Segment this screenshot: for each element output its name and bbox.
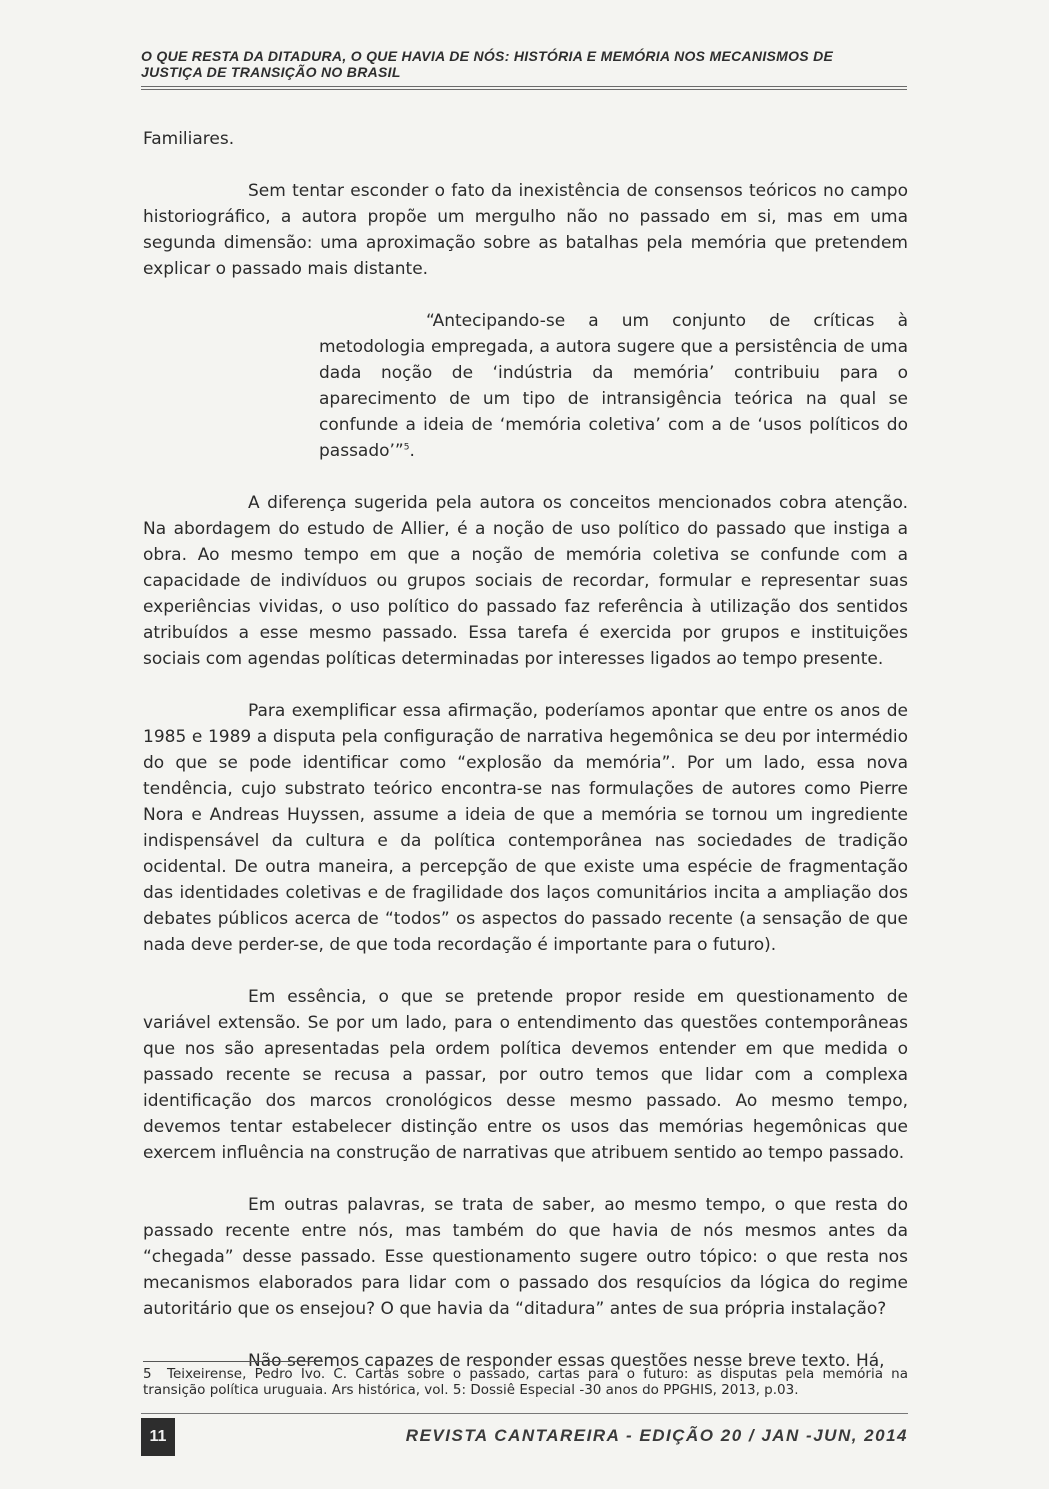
paragraph-6: Não seremos capazes de responder essas questões nesse breve texto. Há, [248,1351,885,1371]
block-quote [319,308,908,464]
article-body [143,126,908,1374]
footnote-text: Teixeirense, Pedro Ivo. C. Cartas sobre o passado, cartas para o futuro: as disputas pela memória na transição política uruguaia. Ars histórica, vol. 5: Dossiê Especial -30 anos do PPGHIS, 2013, p.03. [143,1366,908,1398]
block-quote-end: . [409,441,415,461]
footer-divider [141,1413,908,1414]
header-title [141,48,907,80]
block-quote-text: “Antecipando-se a um conjunto de críticas à metodologia empregada, a autora sugere que a persistência de uma dada noção de ‘indústria da memória’ contribuiu para o aparecimento de um tipo de intransigência teórica na qual se confunde a ideia de ‘memória coletiva’ com a de ‘usos políticos do passado’” [319,311,908,461]
header-title-line-1: O QUE RESTA DA DITADURA, O QUE HAVIA DE NÓS: HISTÓRIA E MEMÓRIA NOS MECANISMOS DE [141,48,834,64]
footnote-divider [143,1361,323,1362]
header-divider [141,86,907,90]
footnote-number: 5 [143,1366,152,1382]
page-number: 11 [141,1418,175,1456]
journal-footer: REVISTA CANTAREIRA - EDIÇÃO 20 / JAN -JUN, 2014 [405,1426,908,1445]
paragraph-1: Sem tentar esconder o fato da inexistência de consensos teóricos no campo historiográfico, a autora propõe um mergulho não no passado em si, mas em uma segunda dimensão: uma aproximação sobre as batalhas pela memória que pretendem explicar o passado mais distante. [143,181,908,279]
paragraph-2: A diferença sugerida pela autora os conceitos mencionados cobra atenção. Na abordagem do estudo de Allier, é a noção de uso político do passado que instiga a obra. Ao mesmo tempo em que a noção de memória coletiva se confunde com a capacidade de indivíduos ou grupos sociais de recordar, formular e representar suas experiências vividas, o uso político do passado faz referência à utilização dos sentidos atribuídos a esse mesmo passado. Essa tarefa é exercida por grupos e instituições sociais com agendas políticas determinadas por interesses ligados ao tempo presente. [143,493,908,669]
footnote-reference[interactable]: 5 [403,442,410,453]
paragraph-3: Para exemplificar essa afirmação, poderíamos apontar que entre os anos de 1985 e 1989 a disputa pela configuração de narrativa hegemônica se deu por intermédio do que se pode identificar como “explosão da memória”. Por um lado, essa nova tendência, cujo substrato teórico encontra-se nas formulações de autores como Pierre Nora e Andreas Huyssen, assume a ideia de que a memória se tornou um ingrediente indispensável da cultura e da política contemporânea nas sociedades de tradição ocidental. De outra maneira, a percepção de que existe uma espécie de fragmentação das identidades coletivas e de fragilidade dos laços comunitários incita a ampliação dos debates públicos acerca de “todos” os aspectos do passado recente (a sensação de que nada deve perder-se, de que toda recordação é importante para o futuro). [143,701,908,955]
paragraph-5: Em outras palavras, se trata de saber, ao mesmo tempo, o que resta do passado recente entre nós, mas também do que havia de nós mesmos antes da “chegada” desse passado. Esse questionamento sugere outro tópico: o que resta nos mecanismos elaborados para lidar com o passado dos resquícios da lógica do regime autoritário que os ensejou? O que havia da “ditadura” antes de sua própria instalação? [143,1195,908,1319]
footnote [143,1366,908,1398]
paragraph-continuation: Familiares. [143,129,235,149]
paragraph-4: Em essência, o que se pretende propor reside em questionamento de variável extensão. Se por um lado, para o entendimento das questões contemporâneas que nos são apresentadas pela ordem política devemos entender em que medida o passado recente se recusa a passar, por outro temos que lidar com a complexa identificação dos marcos cronológicos desse mesmo passado. Ao mesmo tempo, devemos tentar estabelecer distinção entre os usos das memórias hegemônicas que exercem influência na construção de narrativas que atribuem sentido ao tempo passado. [143,987,908,1163]
running-header [141,48,907,90]
header-title-line-2: JUSTIÇA DE TRANSIÇÃO NO BRASIL [141,64,401,80]
